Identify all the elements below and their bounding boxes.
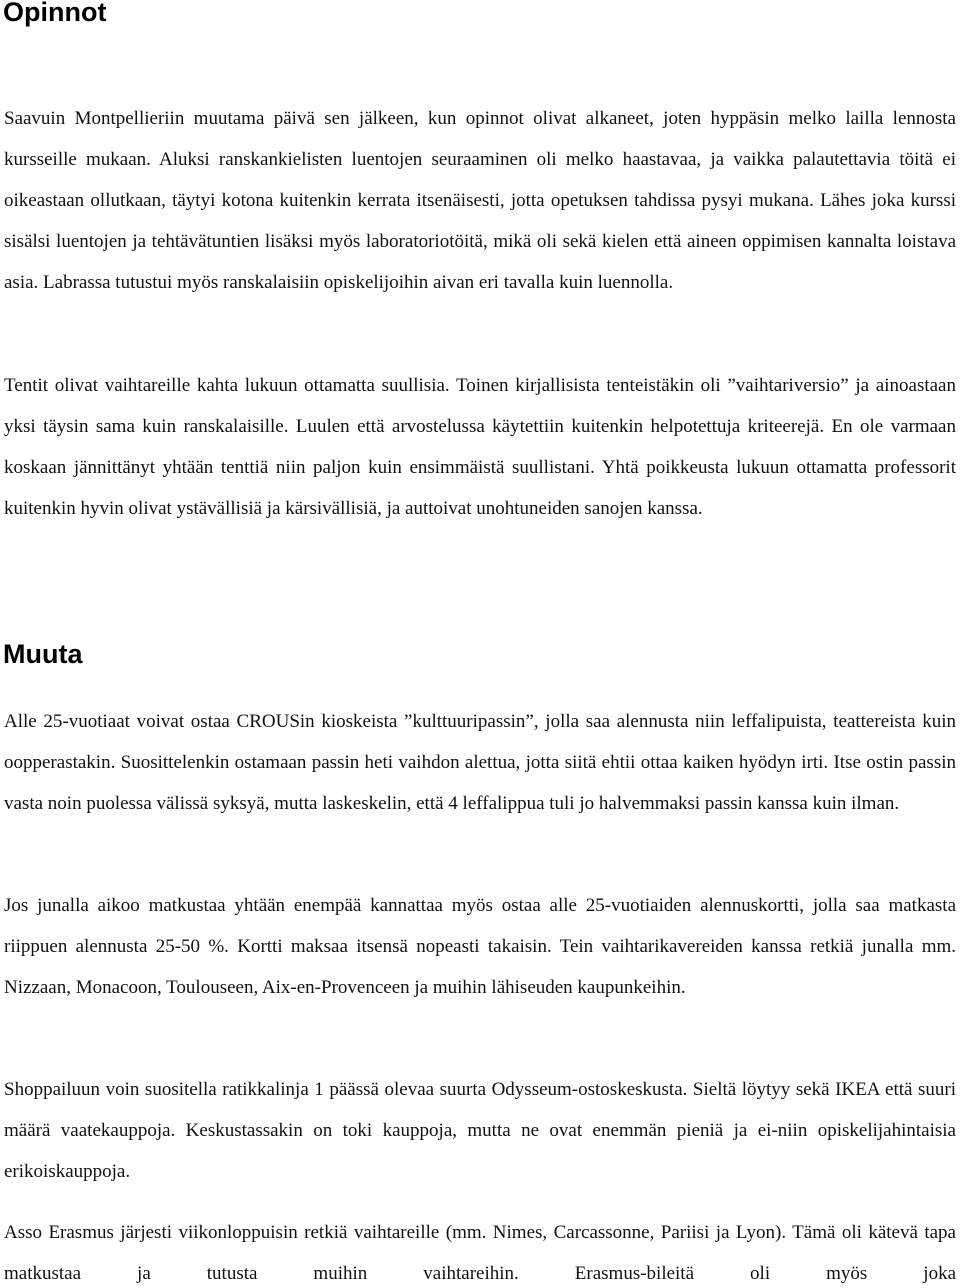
paragraph-culture-pass: Alle 25-vuotiaat voivat ostaa CROUSin kioskeista ”kulttuuripassin”, jolla saa alennusta niin leffalipuista, teattereista kuin oopperastakin. Suosittelenkin ostamaan passin heti vaihdon alettua, jotta siitä ehtii ottaa kaiken hyödyn irti. Itse ostin passin vasta noin puolessa välissä syksyä, mutta laskeskelin, että 4 leffalippua tuli jo halvemmaksi passin kanssa kuin ilman.	[4, 711, 956, 814]
paragraph-exams: Tentit olivat vaihtareille kahta lukuun ottamatta suullisia. Toinen kirjallisista tenteistäkin oli ”vaihtariversio” ja ainoastaan yksi täysin sama kuin ranskalaisille. Luulen että arvostelussa käytettiin kuitenkin helpotettuja kriteerejä. En ole varmaan koskaan jännittänyt yhtään tenttiä niin paljon kuin ensimmäistä suullistani. Yhtä poikkeusta lukuun ottamatta professorit kuitenkin hyvin olivat ystävällisiä ja kärsivällisiä, ja auttoivat unohtuneiden sanojen kanssa.	[4, 375, 956, 519]
section-heading-opinnot: Opinnot	[3, 0, 107, 27]
section-heading-muuta: Muuta	[3, 639, 83, 669]
paragraph-shopping: Shoppailuun voin suositella ratikkalinja 1 päässä olevaa suurta Odysseum-ostoskeskusta. Sieltä löytyy sekä IKEA että suuri määrä vaatekauppoja. Keskustassakin on toki kauppoja, mutta ne ovat enemmän pieniä ja ei-niin opiskelijahintaisia erikoiskauppoja.	[4, 1079, 956, 1182]
paragraph-erasmus-trips: Asso Erasmus järjesti viikonloppuisin retkiä vaihtareille (mm. Nimes, Carcassonne, Pariisi ja Lyon). Tämä oli kätevä tapa matkustaa ja tutusta muihin vaihtareihin. Erasmus-bileitä oli myös joka	[4, 1222, 956, 1284]
paragraph-train-discount: Jos junalla aikoo matkustaa yhtään enempää kannattaa myös ostaa alle 25-vuotiaiden alennuskortti, jolla saa matkasta riippuen alennusta 25-50 %. Kortti maksaa itsensä nopeasti takaisin. Tein vaihtarikavereiden kanssa retkiä junalla mm. Nizzaan, Monacoon, Toulouseen, Aix-en-Provenceen ja muihin lähiseuden kaupunkeihin.	[4, 895, 956, 998]
paragraph-studies-intro: Saavuin Montpellieriin muutama päivä sen jälkeen, kun opinnot olivat alkaneet, joten hyppäsin melko lailla lennosta kursseille mukaan. Aluksi ranskankielisten luentojen seuraaminen oli melko haastavaa, ja vaikka palautettavia töitä ei oikeastaan ollutkaan, täytyi kotona kuitenkin kerrata itsenäisesti, jotta opetuksen tahdissa pysyi mukana. Lähes joka kurssi sisälsi luentojen ja tehtävätuntien lisäksi myös laboratoriotöitä, mikä oli sekä kielen että aineen oppimisen kannalta loistava asia. Labrassa tutustui myös ranskalaisiin opiskelijoihin aivan eri tavalla kuin luennolla.	[4, 108, 956, 293]
